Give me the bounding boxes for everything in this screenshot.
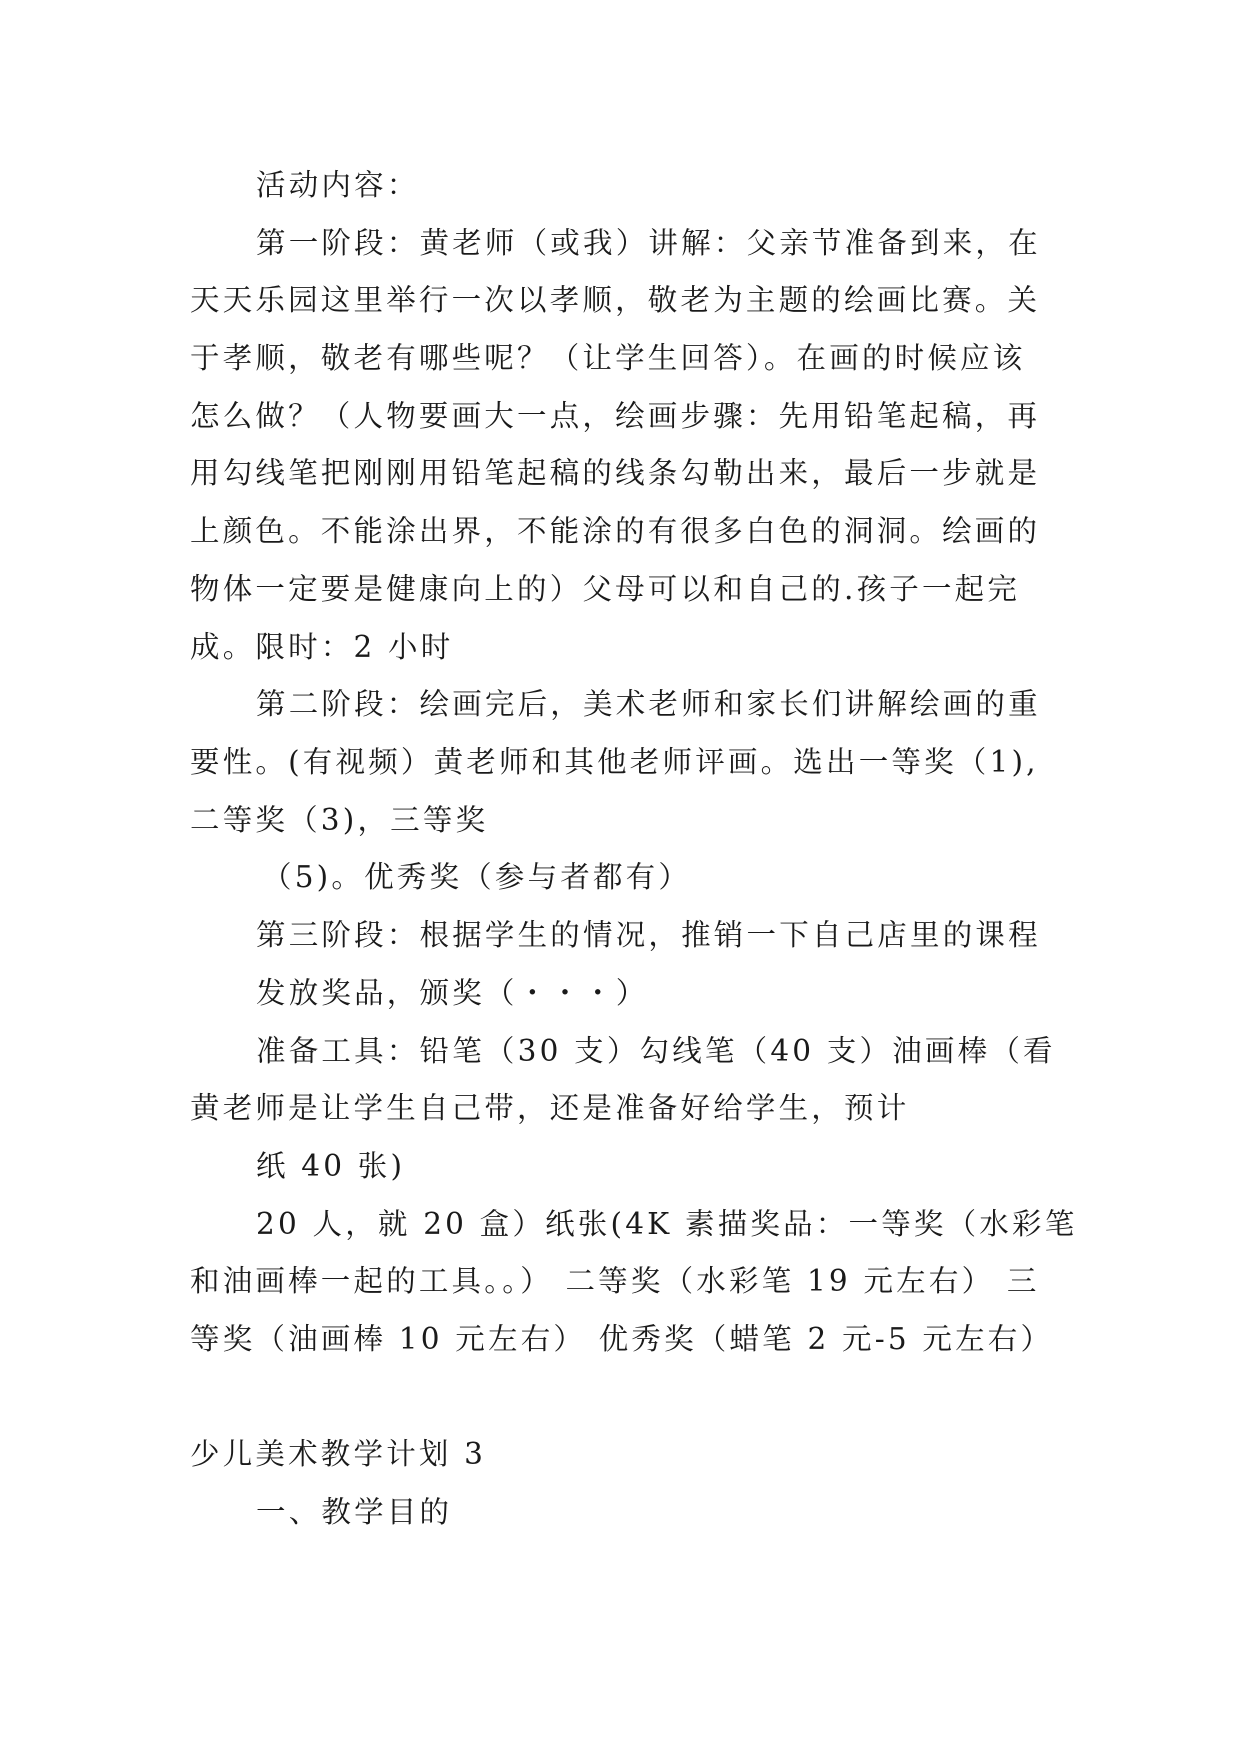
text-line: 准备工具：铅笔（30 支）勾线笔（40 支）油画棒（看	[256, 1034, 1056, 1068]
text-line: 第二阶段：绘画完后，美术老师和家长们讲解绘画的重	[256, 687, 1041, 721]
text-line: 二等奖（3)，三等奖	[190, 803, 489, 837]
text-line: 天天乐园这里举行一次以孝顺，敬老为主题的绘画比赛。关	[190, 283, 1041, 317]
text-line: 用勾线笔把刚刚用铅笔起稿的线条勾勒出来，最后一步就是	[190, 456, 1041, 490]
text-line: 和油画棒一起的工具。。） 二等奖（水彩笔 19 元左右） 三	[190, 1264, 1040, 1298]
text-line: 要性。(有视频）黄老师和其他老师评画。选出一等奖（1),	[190, 745, 1039, 779]
text-line: 活动内容：	[256, 168, 420, 202]
section-heading: 少儿美术教学计划 3	[190, 1437, 487, 1471]
subsection-heading: 一、教学目的	[256, 1495, 453, 1529]
text-line: 成。限时：2 小时	[190, 630, 454, 664]
text-line: 第三阶段：根据学生的情况，推销一下自己店里的课程	[256, 918, 1041, 952]
text-line: 怎么做？（人物要画大一点，绘画步骤：先用铅笔起稿，再	[190, 399, 1041, 433]
text-line: 纸 40 张)	[256, 1149, 406, 1183]
text-line: 物体一定要是健康向上的）父母可以和自己的.孩子一起完	[190, 572, 1021, 606]
text-line: 20 人，就 20 盒）纸张(4K 素描奖品：一等奖（水彩笔	[256, 1207, 1078, 1241]
text-line: 黄老师是让学生自己带，还是准备好给学生，预计	[190, 1091, 910, 1125]
text-line: 发放奖品，颁奖（・・・）	[256, 976, 649, 1010]
text-line: 于孝顺，敬老有哪些呢？（让学生回答）。在画的时候应该	[190, 341, 1026, 375]
text-line: 第一阶段：黄老师（或我）讲解：父亲节准备到来，在	[256, 226, 1041, 260]
text-line: （5)。优秀奖（参与者都有）	[262, 860, 692, 894]
text-line: 上颜色。不能涂出界，不能涂的有很多白色的洞洞。绘画的	[190, 514, 1041, 548]
text-line: 等奖（油画棒 10 元左右） 优秀奖（蜡笔 2 元-5 元左右）	[190, 1322, 1054, 1356]
